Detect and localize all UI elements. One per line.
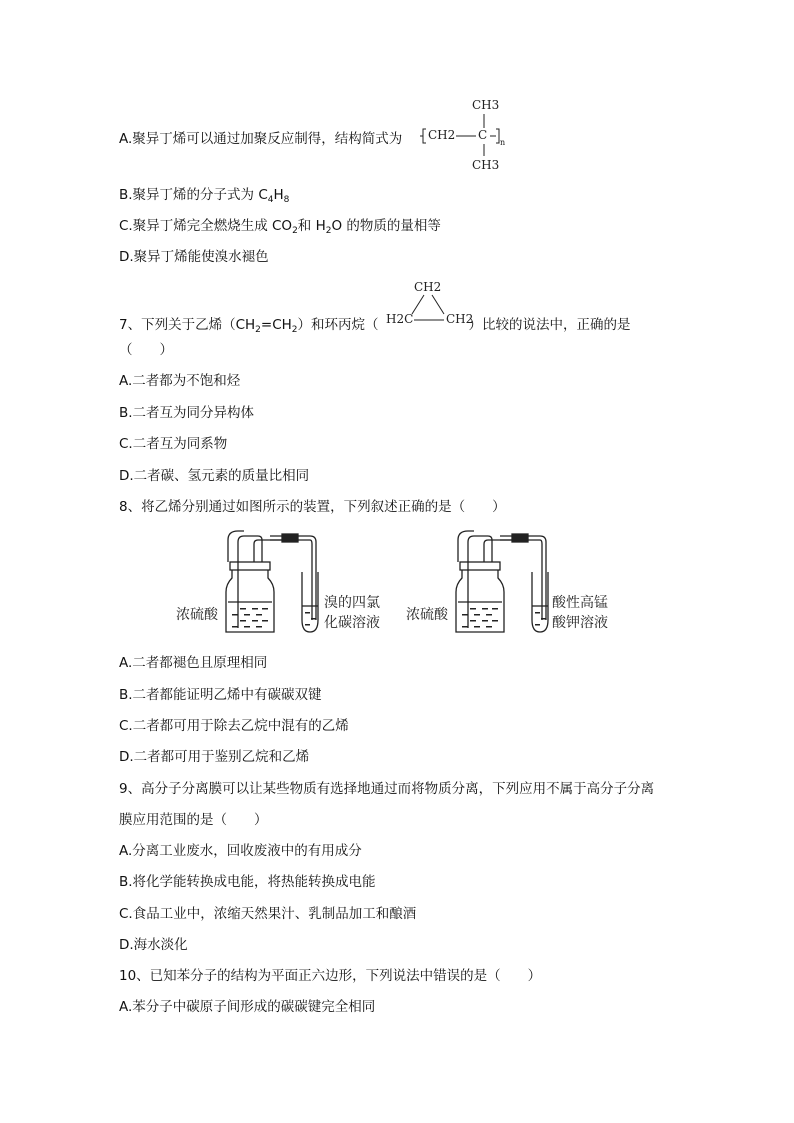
- q9-stem-line-2: [119, 811, 268, 829]
- q6-b-sub-8: 8: [283, 195, 290, 205]
- q7-sub-2: 2: [291, 325, 298, 335]
- q7-stem: [119, 316, 631, 339]
- q9-text-1: 9、高分子分离膜可以让某些物质有选择地通过而将物质分离，下列应用不属于高分子分离: [119, 781, 655, 797]
- polyisobutylene-structure: [420, 96, 530, 178]
- q8-option-c-text: C.二者都可用于除去乙烷中混有的乙烯: [119, 718, 349, 734]
- left-tube-label-2: 化碳溶液: [324, 615, 380, 631]
- left-tube-liquid: [305, 612, 316, 626]
- q7-option-d: [119, 467, 309, 485]
- struct-ch3-top: CH3: [472, 98, 500, 112]
- q9-option-b-text: B.将化学能转换成电能，将热能转换成电能: [119, 874, 376, 890]
- q8-option-b: [119, 686, 322, 704]
- cyclo-left: H2C: [386, 312, 414, 326]
- right-bottle-label: 浓硫酸: [406, 607, 448, 623]
- q6-c-text-3: O 的物质的量相等: [331, 218, 441, 234]
- q6-option-c: [119, 217, 441, 240]
- q6-option-d-text: D.聚异丁烯能使溴水褪色: [119, 249, 269, 265]
- q6-b-h: H: [273, 187, 284, 203]
- right-tube-label-1: 酸性高锰: [552, 595, 608, 611]
- cyclo-top: CH2: [414, 280, 442, 294]
- q9-stem-line-1: [119, 780, 654, 798]
- q7-option-a: [119, 372, 240, 390]
- q6-option-d: [119, 248, 269, 266]
- q9-option-b: [119, 873, 376, 891]
- q7-option-b-text: B.二者互为同分异构体: [119, 405, 255, 421]
- left-bottle-label: 浓硫酸: [176, 607, 218, 623]
- q9-option-c: [119, 905, 416, 923]
- q10-text: 10、已知苯分子的结构为平面正六边形，下列说法中错误的是（ ）: [119, 968, 542, 984]
- q7-text-4: ）比较的说法中，正确的是: [468, 317, 631, 333]
- q8-option-d-text: D.二者都可用于鉴别乙烷和乙烯: [119, 749, 310, 765]
- cyclo-right: CH2: [446, 312, 474, 326]
- struct-c: C: [478, 128, 488, 142]
- q7-option-c-text: C.二者互为同系物: [119, 436, 228, 452]
- struct-n: n: [500, 138, 506, 147]
- q9-option-c-text: C.食品工业中，浓缩天然果汁、乳制品加工和酿酒: [119, 906, 417, 922]
- q6-b-sub-4: 4: [267, 195, 274, 205]
- q7-text-1: 7、下列关于乙烯（CH: [119, 317, 256, 333]
- q7-text-3: ）和环丙烷（: [297, 317, 379, 333]
- q8-option-a-text: A.二者都褪色且原理相同: [119, 655, 268, 671]
- q8-option-c: [119, 717, 349, 735]
- q6-c-sub-2: 2: [325, 226, 332, 236]
- q8-stem: [119, 498, 506, 516]
- cyclopropane-structure: [384, 280, 476, 332]
- q10-stem: [119, 967, 541, 985]
- q8-option-a: [119, 654, 267, 672]
- q6-b-text-1: B.聚异丁烯的分子式为 C: [119, 187, 268, 203]
- q7-sub-1: 2: [255, 325, 261, 335]
- q9-option-a-text: A.分离工业废水，回收废液中的有用成分: [119, 843, 362, 859]
- right-tube-label-2: 酸钾溶液: [552, 615, 608, 631]
- q7-paren-text: （ ）: [119, 342, 173, 358]
- q7-paren: [119, 341, 173, 359]
- q6-option-a-text: A.聚异丁烯可以通过加聚反应制得，结构简式为: [119, 131, 403, 147]
- q7-option-d-text: D.二者碳、氢元素的质量比相同: [119, 468, 310, 484]
- q9-option-d: [119, 936, 188, 954]
- q10-option-a-text: A.苯分子中碳原子间形成的碳碳键完全相同: [119, 999, 376, 1015]
- q8-option-d: [119, 748, 309, 766]
- q6-option-b: [119, 186, 289, 209]
- q6-c-sub-1: 2: [292, 226, 298, 236]
- q9-option-a: [119, 842, 362, 860]
- right-tube-liquid: [535, 612, 546, 626]
- q10-option-a: [119, 998, 375, 1016]
- q7-option-c: [119, 435, 227, 453]
- q6-option-a: [119, 130, 402, 148]
- q6-c-text-1: C.聚异丁烯完全燃烧生成 CO: [119, 218, 293, 234]
- q6-c-text-2: 和 H: [297, 218, 326, 234]
- struct-ch3-bottom: CH3: [472, 158, 500, 172]
- q8-text: 8、将乙烯分别通过如图所示的装置，下列叙述正确的是（ ）: [119, 499, 506, 515]
- q7-option-a-text: A.二者都为不饱和烃: [119, 373, 241, 389]
- q7-option-b: [119, 404, 254, 422]
- left-tube-label-1: 溴的四氯: [324, 595, 380, 611]
- apparatus-figure: [170, 528, 630, 640]
- struct-ch2: CH2: [428, 128, 456, 142]
- q9-text-2: 膜应用范围的是（ ）: [119, 812, 268, 828]
- q8-option-b-text: B.二者都能证明乙烯中有碳碳双键: [119, 687, 322, 703]
- q9-option-d-text: D.海水淡化: [119, 937, 188, 953]
- q7-text-2: =CH: [260, 317, 292, 333]
